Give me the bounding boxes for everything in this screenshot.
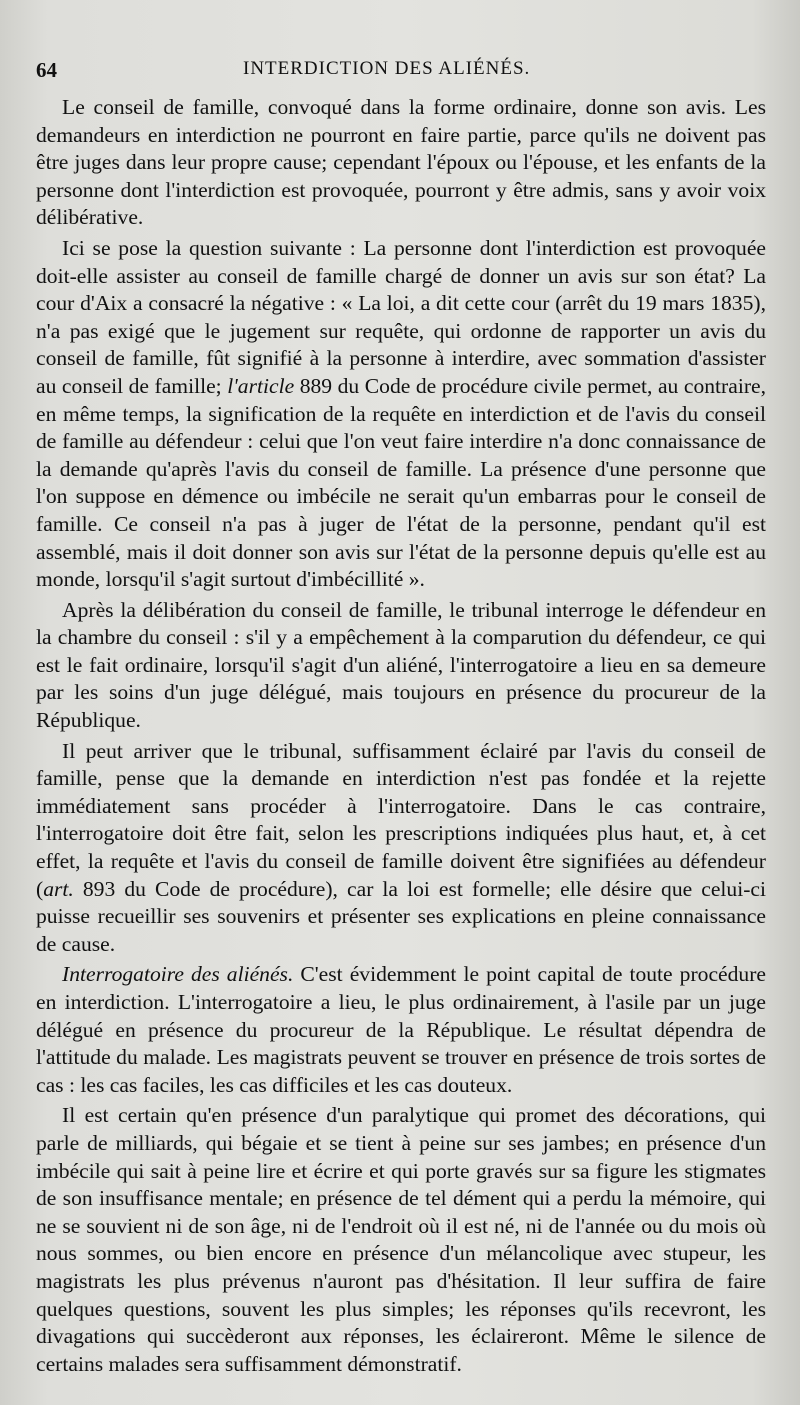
- paragraph-text: Il peut arriver que le tribunal, suffisamment éclairé par l'avis du conseil de famille, pense que la demande en interdiction n'est pas fondée et la rejette immédiatement sans procéder à l'interrogatoire. Dans le cas contraire, l'interrogatoire doit être fait, selon les prescriptions indiquées plus haut, et, à cet effet, la requête et l'avis du conseil de famille doivent être signifiées au défendeur (: [36, 738, 766, 901]
- page-number: 64: [36, 58, 57, 82]
- paragraph: [36, 597, 766, 735]
- paragraph-text: 889 du Code de procédure civile permet, au contraire, en même temps, la signification de la requête en interdiction et de l'avis du conseil de famille au défendeur : celui que l'on veut faire interdire n'a donc connaissance de la demande qu'après l'avis du conseil de famille. La présence d'une personne que l'on suppose en démence ou imbécile ne serait qu'un embarras pour le conseil de famille. Ce conseil n'a pas à juger de l'état de la personne, pendant qu'il est assemblé, mais il doit donner son avis sur l'état de la personne depuis qu'elle est au monde, lorsqu'il s'agit surtout d'imbécillité ».: [36, 373, 766, 592]
- paragraph-text: C'est évidemment le point capital de toute procédure en interdiction. L'interrogatoire a lieu, le plus ordinairement, à l'asile par un juge délégué en présence du procureur de la République. Le résultat dépendra de l'attitude du malade. Les magistrats peuvent se trouver en présence de trois sortes de cas : les cas faciles, les cas difficiles et les cas douteux.: [36, 962, 766, 1097]
- paragraph: [36, 961, 766, 1099]
- section-heading: Interrogatoire des aliénés.: [62, 962, 294, 987]
- body-text: [36, 94, 766, 1378]
- page-header: [36, 58, 766, 92]
- paragraph-text: 893 du Code de procédure), car la loi est formelle; elle désire que celui-ci puisse recueillir ses souvenirs et présenter ses explications en pleine connaissance de cause.: [36, 876, 766, 956]
- paragraph-text: Après la délibération du conseil de famille, le tribunal interroge le défendeur en la chambre du conseil : s'il y a empêchement à la comparution du défendeur, ce qui est le fait ordinaire, lorsqu'il s'agit d'un aliéné, l'interrogatoire a lieu en sa demeure par les soins d'un juge délégué, mais toujours en présence du procureur de la République.: [36, 597, 766, 733]
- paragraph-text: Ici se pose la question suivante : La personne dont l'interdiction est provoquée doit-elle assister au conseil de famille chargé de donner un avis sur son état? La cour d'Aix a consacré la négative : « La loi, a dit cette cour (arrêt du 19 mars 1835), n'a pas exigé que le jugement sur requête, qui ordonne de rapporter un avis du conseil de famille, fût signifié à la personne à interdire, avec sommation d'assister au conseil de famille;: [36, 235, 766, 398]
- paragraph-text: Il est certain qu'en présence d'un paralytique qui promet des décorations, qui parle de milliards, qui bégaie et se tient à peine sur ses jambes; en présence d'un imbécile qui sait à peine lire et écrire et qui porte gravés sur sa figure les stigmates de son insuffisance mentale; en présence de tel dément qui a perdu la mémoire, qui ne se souvient ni de son âge, ni de l'endroit où il est né, ni de l'année ou du mois où nous sommes, ou bien encore en présence d'un mélancolique avec stupeur, les magistrats les plus prévenus n'auront pas d'hésitation. Il leur suffira de faire quelques questions, souvent les plus simples; les réponses qu'ils recevront, les divagations qui succèderont aux réponses, les éclaireront. Même le silence de certains malades sera suffisamment démonstratif.: [36, 1103, 766, 1376]
- paragraph-text: Le conseil de famille, convoqué dans la forme ordinaire, donne son avis. Les demandeurs en interdiction ne pourront en faire partie, parce qu'ils ne doivent pas être juges dans leur propre cause; cependant l'époux ou l'épouse, et les enfants de la personne dont l'interdiction est provoquée, pourront y être admis, sans y avoir voix délibérative.: [36, 95, 766, 230]
- paragraph: [36, 235, 766, 594]
- paragraph: [36, 738, 766, 959]
- running-title: INTERDICTION DES ALIÉNÉS.: [243, 58, 531, 79]
- italic-reference: l'article: [227, 373, 295, 398]
- paragraph: [36, 94, 766, 232]
- italic-reference: art.: [43, 876, 74, 901]
- paragraph: [36, 1102, 766, 1378]
